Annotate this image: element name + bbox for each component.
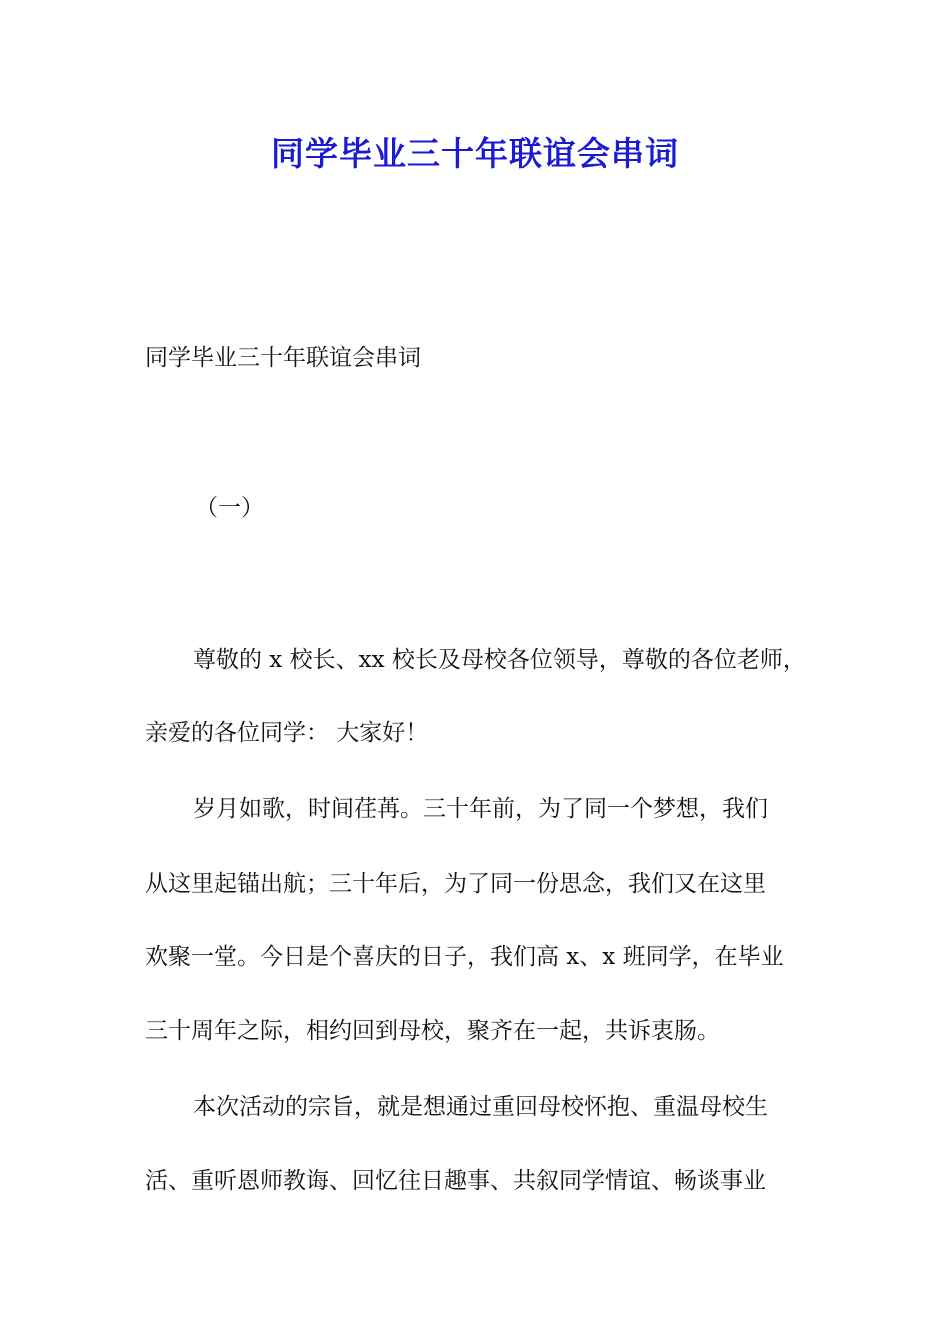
paragraph-line: 欢聚一堂。今日是个喜庆的日子，我们高 x、x 班同学，在毕业 bbox=[145, 944, 784, 970]
paragraph-line: 三十周年之际，相约回到母校，聚齐在一起，共诉衷肠。 bbox=[145, 1018, 720, 1044]
document-title: 同学毕业三十年联谊会串词 bbox=[271, 134, 679, 173]
section-marker: （一） bbox=[195, 495, 264, 521]
document-subtitle: 同学毕业三十年联谊会串词 bbox=[145, 345, 421, 371]
paragraph-line: 亲爱的各位同学： 大家好！ bbox=[145, 720, 429, 746]
paragraph-line: 从这里起锚出航；三十年后，为了同一份思念，我们又在这里 bbox=[145, 871, 766, 897]
paragraph-line: 尊敬的 x 校长、xx 校长及母校各位领导，尊敬的各位老师， bbox=[193, 647, 806, 673]
paragraph-line: 本次活动的宗旨，就是想通过重回母校怀抱、重温母校生 bbox=[193, 1094, 768, 1120]
paragraph-line: 活、重听恩师教诲、回忆往日趣事、共叙同学情谊、畅谈事业 bbox=[145, 1168, 766, 1194]
paragraph-line: 岁月如歌，时间荏苒。三十年前，为了同一个梦想，我们 bbox=[193, 796, 768, 822]
